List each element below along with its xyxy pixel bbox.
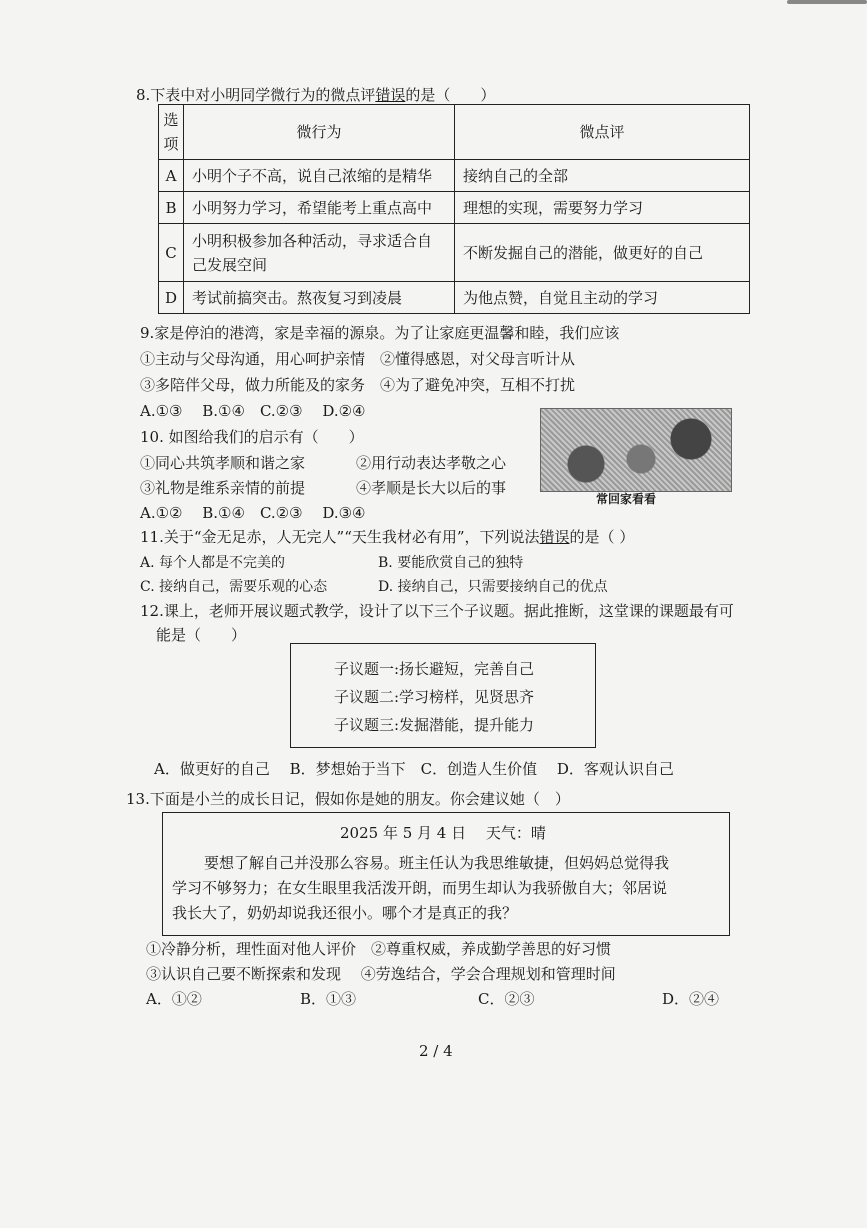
page-number: 2 / 4 [419, 1042, 453, 1060]
q12-sub3: 子议题三:发掘潜能，提升能力 [334, 716, 535, 734]
q12-options: A．做更好的自己 B．梦想始于当下 C．创造人生价值 D．客观认识自己 [154, 760, 674, 778]
q8-table [158, 104, 750, 314]
q11-option-c: C. 接纳自己，需要乐观的心态 [140, 579, 328, 595]
q11-option-b: B. 要能欣赏自己的独特 [378, 555, 524, 571]
table-header-row [159, 105, 750, 160]
q12-stem-line2: 能是（ ） [156, 626, 247, 644]
q11-option-a: A. 每个人都是不完美的 [140, 555, 286, 571]
family-visit-photo [540, 408, 732, 492]
q13-option-d: D．②④ [662, 990, 720, 1008]
q10-item3: ③礼物是维系亲情的前提 [140, 479, 306, 497]
diary-line2: 学习不够努力；在女生眼里我活泼开朗，而男生却认为我骄傲自大；邻居说 [172, 879, 668, 897]
q10-item2: ②用行动表达孝敬之心 [356, 454, 507, 472]
q13-option-b: B．①③ [300, 990, 357, 1008]
header-comment: 微点评 [455, 105, 750, 160]
header-option: 选 项 [159, 105, 184, 160]
q9-line2: ③多陪伴父母，做力所能及的家务 ④为了避免冲突，互相不打扰 [140, 376, 576, 394]
q9-stem: 9.家是停泊的港湾，家是幸福的源泉。为了让家庭更温馨和睦，我们应该 [140, 324, 620, 342]
q10-item4: ④孝顺是长大以后的事 [356, 479, 507, 497]
header-behavior: 微行为 [184, 105, 455, 160]
table-row: A 小明个子不高，说自己浓缩的是精华 接纳自己的全部 [159, 160, 750, 192]
q10-item1: ①同心共筑孝顺和谐之家 [140, 454, 306, 472]
q12-sub1: 子议题一:扬长避短，完善自己 [334, 660, 535, 678]
diary-line3: 我长大了，奶奶却说我还很小。哪个才是真正的我？ [172, 904, 518, 922]
q13-option-a: A．①② [146, 990, 202, 1008]
photo-caption: 常回家看看 [596, 492, 657, 506]
q13-line2: ③认识自己要不断探索和发现 ④劳逸结合，学会合理规划和管理时间 [146, 965, 616, 983]
scan-mark [787, 0, 867, 4]
diary-line1: 要想了解自己并没那么容易。班主任认为我思维敏捷，但妈妈总觉得我 [204, 854, 670, 872]
q8-stem: 8.下表中对小明同学微行为的微点评错误的是（ ） [136, 86, 496, 104]
table-row: C 小明积极参加各种活动，寻求适合自 己发展空间 不断发掘自己的潜能，做更好的自己 [159, 224, 750, 282]
q12-stem-line1: 12.课上，老师开展议题式教学，设计了以下三个子议题。据此推断，这堂课的课题最有可 [140, 602, 734, 620]
q13-option-c: C．②③ [478, 990, 535, 1008]
table-row: B 小明努力学习，希望能考上重点高中 理想的实现，需要努力学习 [159, 192, 750, 224]
q11-option-d: D. 接纳自己，只需要接纳自己的优点 [378, 579, 608, 595]
table-row: D 考试前搞突击。熬夜复习到凌晨 为他点赞，自觉且主动的学习 [159, 282, 750, 314]
q12-sub2: 子议题二:学习榜样，见贤思齐 [334, 688, 535, 706]
q13-stem: 13.下面是小兰的成长日记，假如你是她的朋友。你会建议她（ ） [126, 790, 570, 808]
q13-line1: ①冷静分析，理性面对他人评价 ②尊重权威，养成勤学善思的好习惯 [146, 940, 612, 958]
q10-stem: 10. 如图给我们的启示有（ ） [140, 428, 364, 446]
diary-header: 2025 年 5 月 4 日 天气：晴 [340, 824, 546, 842]
q9-line1: ①主动与父母沟通，用心呵护亲情 ②懂得感恩，对父母言听计从 [140, 350, 576, 368]
q10-options: A.①② B.①④ C.②③ D.③④ [140, 504, 366, 522]
q9-options: A.①③ B.①④ C.②③ D.②④ [140, 402, 366, 420]
q11-stem: 11.关于“金无足赤，人无完人”“天生我材必有用”，下列说法错误的是（ ） [140, 528, 635, 546]
